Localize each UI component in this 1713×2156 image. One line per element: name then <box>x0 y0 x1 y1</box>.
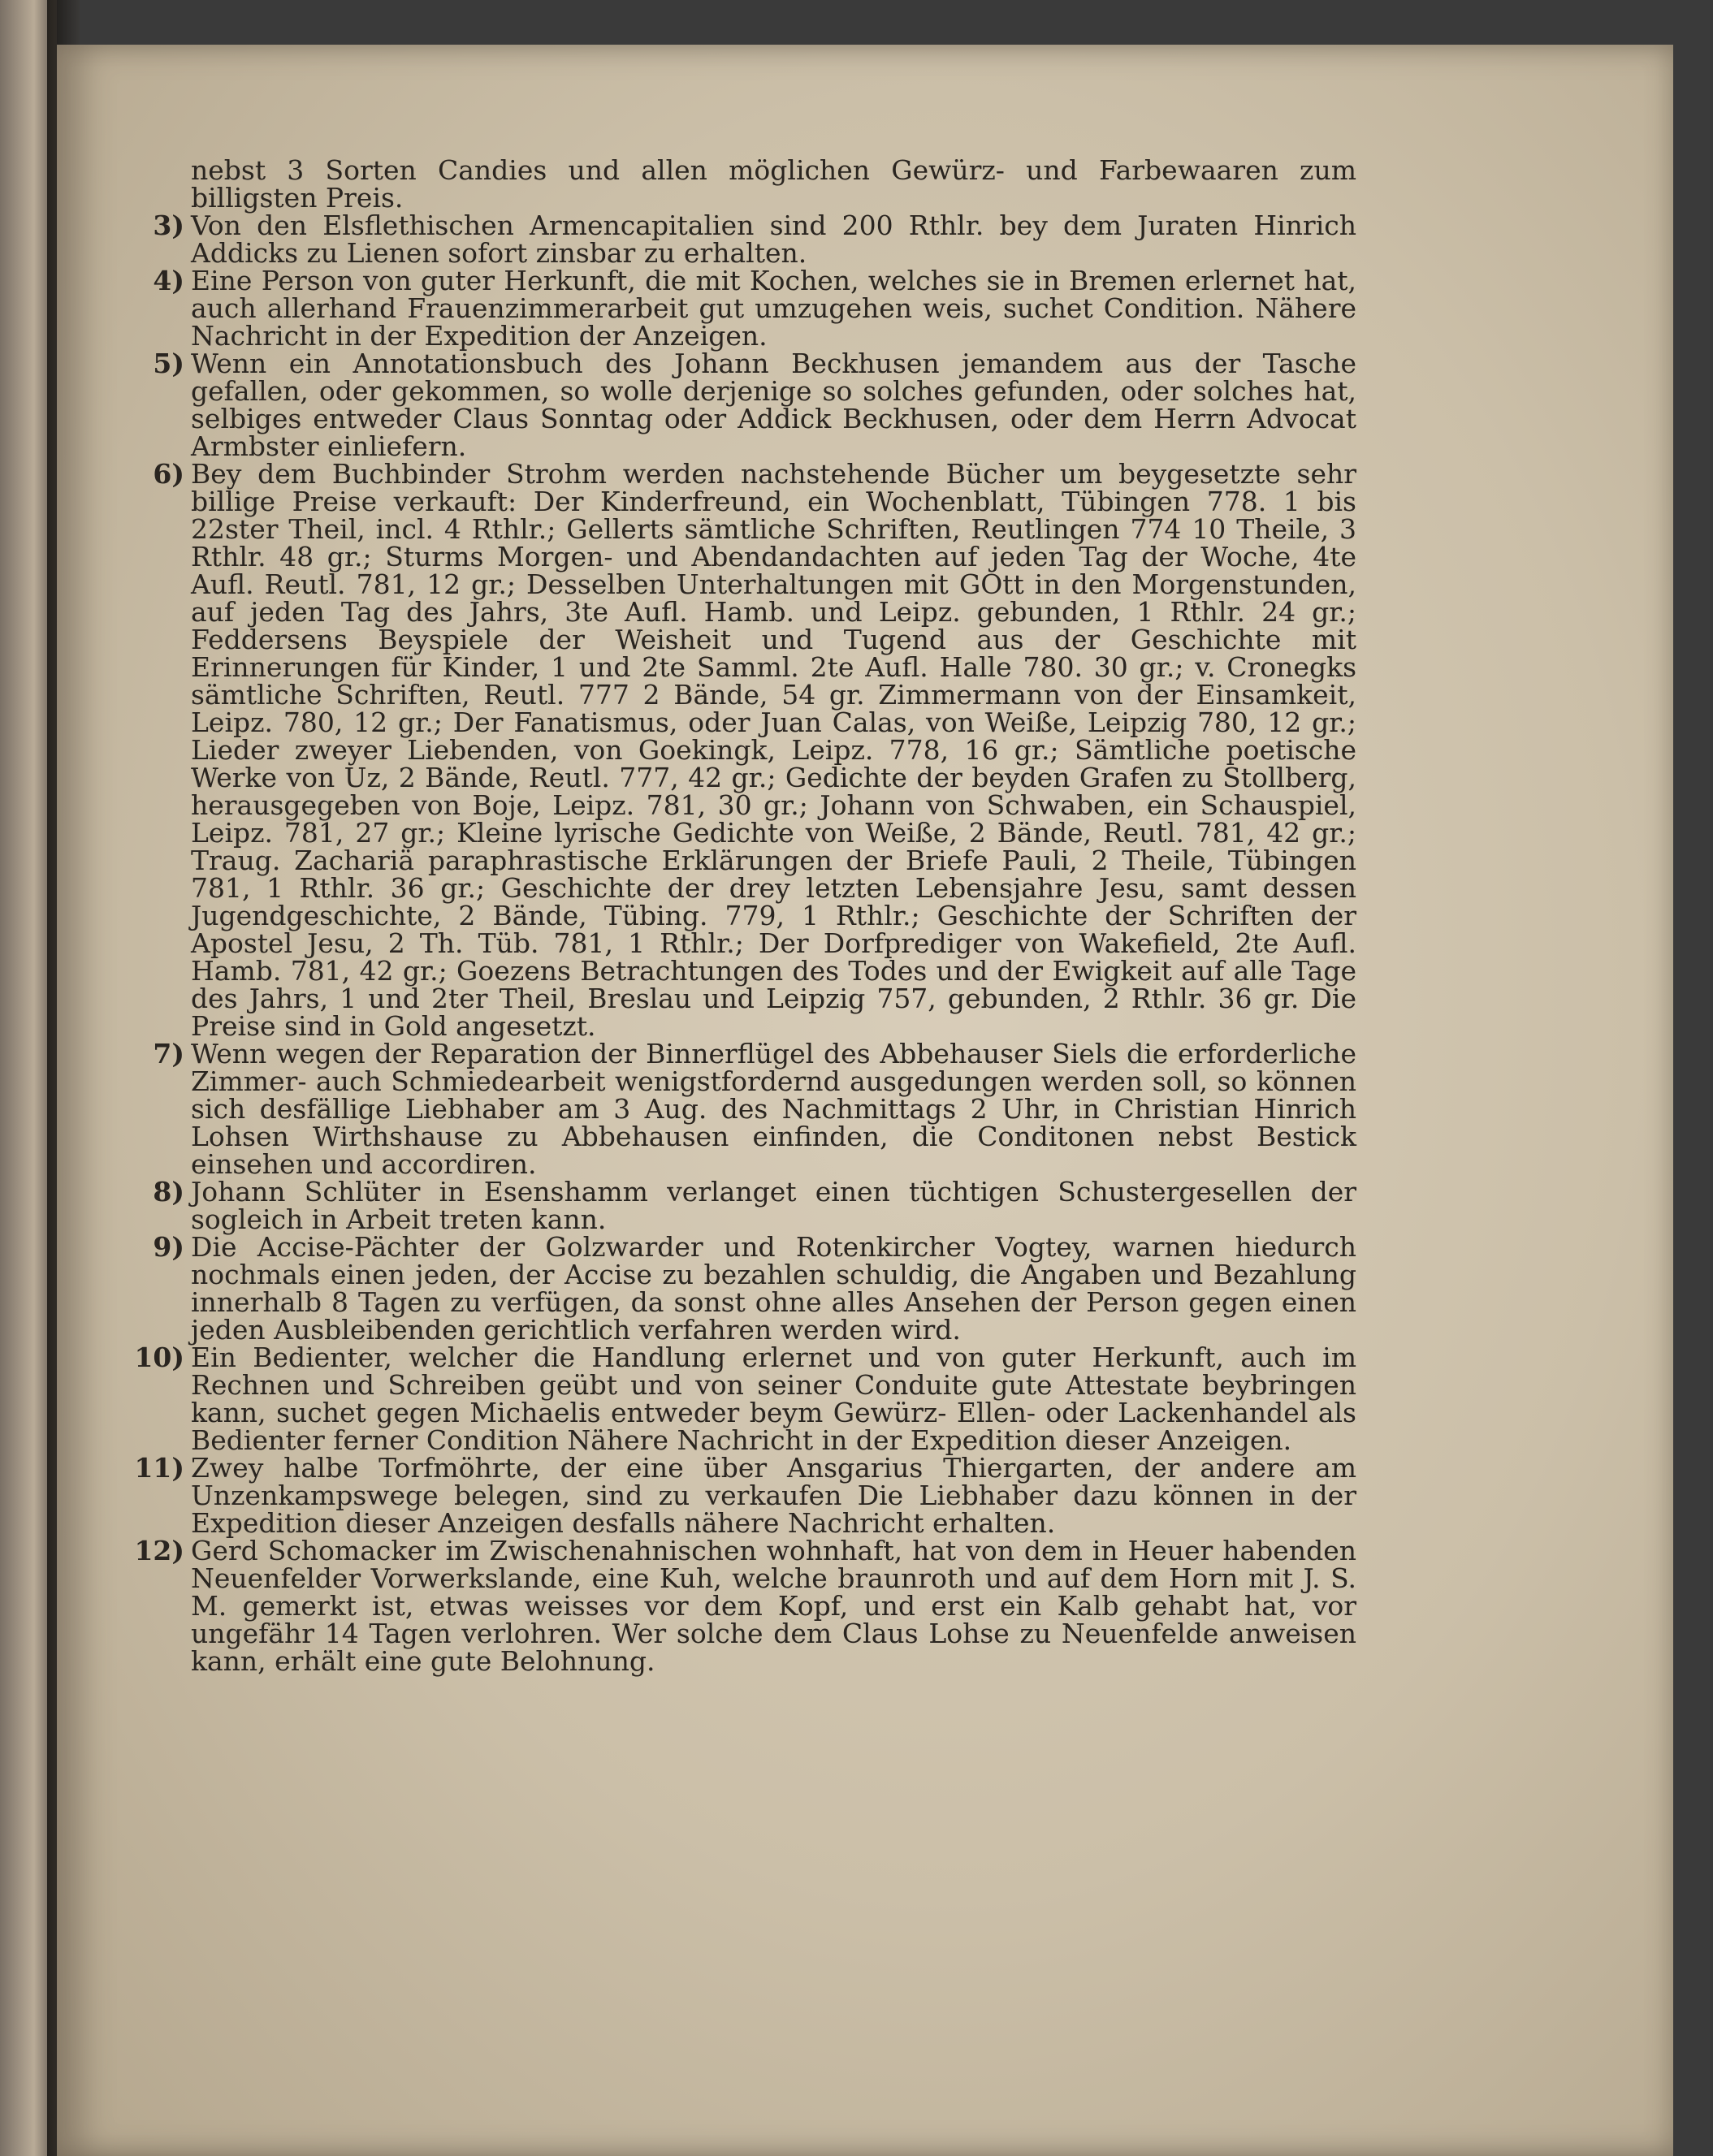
lead-paragraph: nebst 3 Sorten Candies und allen möglichen Gewürz- und Farbewaaren zum billigsten Preis. <box>191 154 1356 214</box>
entry-number: 7) <box>153 1038 184 1069</box>
entry-number: 4) <box>153 265 184 296</box>
page-text <box>134 154 1356 1677</box>
entry-number: 3) <box>153 210 184 241</box>
entry-text: Zwey halbe Torfmöhrte, der eine über Ansgarius Thiergarten, der andere am Unzenkampswege belegen, sind zu verkaufen Die Liebhaber dazu können in der Expedition dieser Anzeigen desfalls nähere Nachricht erhalten. <box>191 1452 1356 1539</box>
entry-text: Eine Person von guter Herkunft, die mit Kochen, welches sie in Bremen erlernet hat, auch allerhand Frauenzimmerarbeit gut umzugehen weis, suchet Condition. Nähere Nachricht in der Expedition der Anzeigen. <box>191 265 1356 352</box>
entry-9 <box>134 1231 1356 1346</box>
entry-8 <box>134 1178 1356 1234</box>
entry-number: 5) <box>153 348 184 379</box>
entry-5 <box>134 350 1356 460</box>
entry-text: Bey dem Buchbinder Strohm werden nachstehende Bücher um beygesetzte sehr billige Preise verkauft: Der Kinderfreund, ein Wochenblatt, Tübingen 778. 1 bis 22ster Theil, incl. 4 Rthlr.; Gellerts sämtliche Schriften, Reutlingen 774 10 Theile, 3 Rthlr. 48 gr.; Sturms Morgen- und Abendandachten auf jeden Tag der Woche, 4te Aufl. Reutl. 781, 12 gr.; Desselben Unterhaltungen mit GOtt in den Morgenstunden, auf jeden Tag des Jahrs, 3te Aufl. Hamb. und Leipz. gebunden, 1 Rthlr. 24 gr.; Feddersens Beyspiele der Weisheit und Tugend aus der Geschichte mit Erinnerungen für Kinder, 1 und 2te Samml. 2te Aufl. Halle 780. 30 gr.; v. Cronegks sämtliche Schriften, Reutl. 777 2 Bände, 54 gr. Zimmermann von der Einsamkeit, Leipz. 780, 12 gr.; Der Fanatismus, oder Juan Calas, von Weiße, Leipzig 780, 12 gr.; Lieder zweyer Liebenden, von Goekingk, Leipz. 778, 16 gr.; Sämtliche poetische Werke von Uz, 2 Bände, Reutl. 777, 42 gr.; Gedichte der beyden Grafen zu Stollberg, herausgegeben von Boje, Leipz. 781, 30 gr.; Johann von Schwaben, ein Schauspiel, Leipz. 781, 27 gr.; Kleine lyrische Gedichte von Weiße, 2 Bände, Reutl. 781, 42 gr.; Traug. Zachariä paraphrastische Erklärungen der Briefe Pauli, 2 Theile, Tübingen 781, 1 Rthlr. 36 gr.; Geschichte der drey letzten Lebensjahre Jesu, samt dessen Jugendgeschichte, 2 Bände, Tübing. 779, 1 Rthlr.; Geschichte der Schriften der Apostel Jesu, 2 Th. Tüb. 781, 1 Rthlr.; Der Dorfprediger von Wakefield, 2te Aufl. Hamb. 781, 42 gr.; Goezens Betrachtungen des Todes und der Ewigkeit auf alle Tage des Jahrs, 1 und 2ter Theil, Breslau und Leipzig 757, gebunden, 2 Rthlr. 36 gr. Die Preise sind in Gold angesetzt. <box>191 458 1356 1042</box>
entry-7 <box>134 1040 1356 1178</box>
entry-number: 8) <box>153 1176 184 1208</box>
entry-number: 6) <box>153 458 184 490</box>
entry-number: 11) <box>134 1452 184 1484</box>
entry-text: Von den Elsflethischen Armencapitalien sind 200 Rthlr. bey dem Juraten Hinrich Addicks zu Lienen sofort zinsbar zu erhalten. <box>191 210 1356 269</box>
entry-text: Johann Schlüter in Esenshamm verlanget einen tüchtigen Schustergesellen der sogleich in Arbeit treten kann. <box>191 1176 1356 1235</box>
entry-number: 10) <box>134 1342 184 1373</box>
entry-text: Wenn wegen der Reparation der Binnerflügel des Abbehauser Siels die erforderliche Zimmer- auch Schmiedearbeit wenigstfordernd ausgedungen werden soll, so können sich desfällige Liebhaber am 3 Aug. des Nachmittags 2 Uhr, in Christian Hinrich Lohsen Wirthshause zu Abbehausen einfinden, die Conditonen nebst Bestick einsehen und accordiren. <box>191 1038 1356 1180</box>
entry-12 <box>134 1537 1356 1675</box>
entry-number: 12) <box>134 1535 184 1566</box>
entry-10 <box>134 1344 1356 1454</box>
entry-text: Die Accise-Pächter der Golzwarder und Rotenkircher Vogtey, warnen hiedurch nochmals einen jeden, der Accise zu bezahlen schuldig, die Angaben und Bezahlung innerhalb 8 Tagen zu verfügen, da sonst ohne alles Ansehen der Person gegen einen jeden Ausbleibenden gerichtlich verfahren werden wird. <box>191 1231 1356 1346</box>
entry-3 <box>134 212 1356 267</box>
entry-6 <box>134 460 1356 1040</box>
entry-text: Gerd Schomacker im Zwischenahnischen wohnhaft, hat von dem in Heuer habenden Neuenfelder Vorwerkslande, eine Kuh, welche braunroth und auf dem Horn mit J. S. M. gemerkt ist, etwas weisses vor dem Kopf, und erst ein Kalb gehabt hat, vor ungefähr 14 Tagen verlohren. Wer solche dem Claus Lohse zu Neuenfelde anweisen kann, erhält eine gute Belohnung. <box>191 1535 1356 1677</box>
entry-number: 9) <box>153 1231 184 1263</box>
entry-11 <box>134 1454 1356 1537</box>
entry-text: Wenn ein Annotationsbuch des Johann Beckhusen jemandem aus der Tasche gefallen, oder gekommen, so wolle derjenige so solches gefunden, oder solches hat, selbiges entweder Claus Sonntag oder Addick Beckhusen, oder dem Herrn Advocat Armbster einliefern. <box>191 348 1356 462</box>
entry-text: Ein Bedienter, welcher die Handlung erlernet und von guter Herkunft, auch im Rechnen und Schreiben geübt und von seiner Conduite gute Attestate beybringen kann, suchet gegen Michaelis entweder beym Gewürz- Ellen- oder Lackenhandel als Bedienter ferner Condition Nähere Nachricht in der Expedition dieser Anzeigen. <box>191 1342 1356 1456</box>
entry-4 <box>134 267 1356 350</box>
